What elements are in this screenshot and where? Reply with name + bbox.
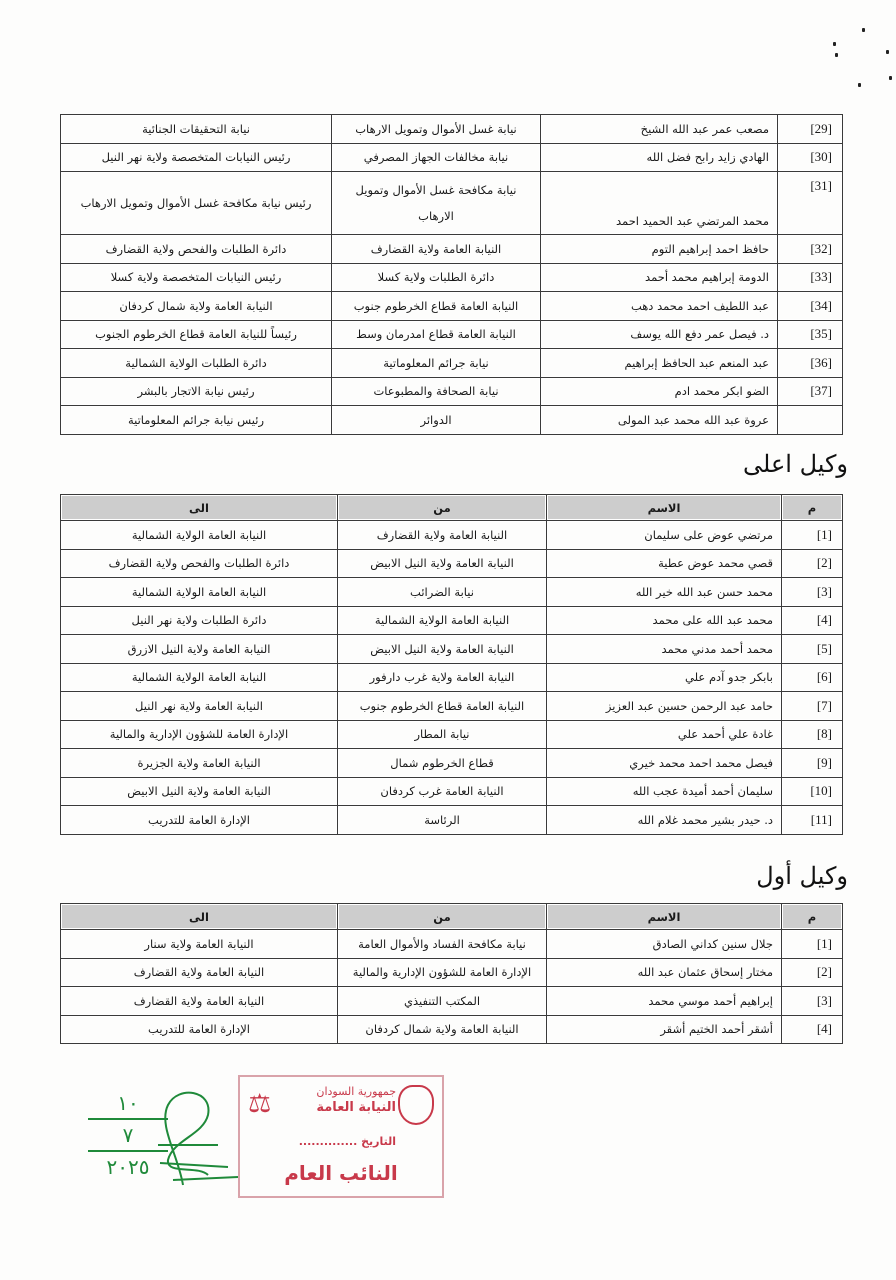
cell-num: [11] (782, 806, 843, 835)
cell-num: [29] (778, 115, 843, 144)
stamp-office: النيابة العامة (316, 1100, 396, 1115)
header-num: م (782, 495, 843, 521)
cell-from: قطاع الخرطوم شمال (338, 749, 547, 778)
table-row (61, 692, 843, 721)
cell-from: نيابة مكافحة غسل الأموال وتمويل الارهاب (332, 172, 541, 235)
cell-from: نيابة الصحافة والمطبوعات (332, 377, 541, 406)
cell-to: النيابة العامة الولاية الشمالية (61, 521, 338, 550)
cell-to: دائرة الطلبات والفحص ولاية القضارف (61, 235, 332, 264)
table-row (61, 377, 843, 406)
table-row (61, 172, 843, 235)
table-row (61, 292, 843, 321)
cell-num: [7] (782, 692, 843, 721)
cell-name: عبد اللطيف احمد محمد دهب (541, 292, 778, 321)
cell-name: د. فيصل عمر دفع الله يوسف (541, 320, 778, 349)
cell-name: غادة علي أحمد علي (547, 720, 782, 749)
cell-name: عبد المنعم عبد الحافظ إبراهيم (541, 349, 778, 378)
cell-name: د. حيدر بشير محمد غلام الله (547, 806, 782, 835)
cell-to: النيابة العامة ولاية سنار (61, 930, 338, 959)
signature (88, 1085, 238, 1200)
cell-name: قصي محمد عوض عطية (547, 549, 782, 578)
table-row (61, 115, 843, 144)
cell-name: مختار إسحاق عثمان عبد الله (547, 958, 782, 987)
cell-to: دائرة الطلبات الولاية الشمالية (61, 349, 332, 378)
cell-from: دائرة الطلبات ولاية كسلا (332, 263, 541, 292)
cell-name: جلال سنين كداني الصادق (547, 930, 782, 959)
table-header-row (61, 904, 843, 930)
cell-from: المكتب التنفيذي (338, 987, 547, 1016)
table-row (61, 235, 843, 264)
cell-name: مصعب عمر عبد الله الشيخ (541, 115, 778, 144)
cell-num: [32] (778, 235, 843, 264)
cell-to: الإدارة العامة للشؤون الإدارية والمالية (61, 720, 338, 749)
section-heading-senior-agent: وكيل اعلى (743, 450, 848, 478)
table-row (61, 263, 843, 292)
cell-num: [9] (782, 749, 843, 778)
table-row (61, 1015, 843, 1044)
sudan-emblem-icon (398, 1085, 434, 1125)
cell-num: [2] (782, 958, 843, 987)
cell-name: محمد حسن عبد الله خير الله (547, 578, 782, 607)
cell-num (778, 406, 843, 435)
cell-num: [2] (782, 549, 843, 578)
cell-to: النيابة العامة ولاية النيل الابيض (61, 777, 338, 806)
cell-num: [30] (778, 143, 843, 172)
cell-num: [3] (782, 987, 843, 1016)
cell-name: محمد المرتضي عبد الحميد احمد (541, 172, 778, 235)
cell-from: النيابة العامة قطاع الخرطوم جنوب (332, 292, 541, 321)
table-row (61, 143, 843, 172)
header-from: من (338, 495, 547, 521)
date-month: ٧ (88, 1120, 168, 1152)
cell-num: [5] (782, 635, 843, 664)
cell-to: النيابة العامة الولاية الشمالية (61, 663, 338, 692)
cell-num: [35] (778, 320, 843, 349)
date-year: ٢٠٢٥ (106, 1155, 150, 1179)
cell-from: نيابة مخالفات الجهاز المصرفي (332, 143, 541, 172)
cell-from: نيابة مكافحة الفساد والأموال العامة (338, 930, 547, 959)
cell-num: [4] (782, 606, 843, 635)
cell-num: [1] (782, 521, 843, 550)
cell-from: النيابة العامة ولاية النيل الابيض (338, 635, 547, 664)
table-row (61, 806, 843, 835)
cell-from: النيابة العامة الولاية الشمالية (338, 606, 547, 635)
cell-num: [4] (782, 1015, 843, 1044)
table-row (61, 930, 843, 959)
cell-to: رئيس النيابات المتخصصة ولاية كسلا (61, 263, 332, 292)
cell-name: فيصل محمد احمد محمد خيري (547, 749, 782, 778)
table-row (61, 720, 843, 749)
cell-from: النيابة العامة ولاية شمال كردفان (338, 1015, 547, 1044)
cell-from: النيابة العامة قطاع امدرمان وسط (332, 320, 541, 349)
first-agent-table (60, 903, 843, 1044)
header-name: الاسم (547, 495, 782, 521)
cell-to: رئيس نيابة الاتجار بالبشر (61, 377, 332, 406)
stamp-title: النائب العام (284, 1161, 398, 1185)
header-name: الاسم (547, 904, 782, 930)
cell-from: الإدارة العامة للشؤون الإدارية والمالية (338, 958, 547, 987)
cell-name: محمد عبد الله على محمد (547, 606, 782, 635)
cell-name: حامد عبد الرحمن حسين عبد العزيز (547, 692, 782, 721)
cell-from: النيابة العامة قطاع الخرطوم جنوب (338, 692, 547, 721)
cell-from: الرئاسة (338, 806, 547, 835)
header-to: الى (61, 495, 338, 521)
cell-name: مرتضي عوض على سليمان (547, 521, 782, 550)
cell-to: النيابة العامة ولاية النيل الازرق (61, 635, 338, 664)
header-num: م (782, 904, 843, 930)
cell-num: [1] (782, 930, 843, 959)
cell-from: نيابة المطار (338, 720, 547, 749)
cell-name: حافظ احمد إبراهيم التوم (541, 235, 778, 264)
table-row (61, 349, 843, 378)
cell-name: سليمان أحمد أميدة عجب الله (547, 777, 782, 806)
table-row (61, 958, 843, 987)
cell-to: دائرة الطلبات ولاية نهر النيل (61, 606, 338, 635)
cell-to: رئيس نيابة مكافحة غسل الأموال وتمويل الارهاب (61, 172, 332, 235)
cell-from: النيابة العامة ولاية القضارف (332, 235, 541, 264)
cell-to: النيابة العامة ولاية القضارف (61, 958, 338, 987)
table-row (61, 320, 843, 349)
transfers-table-continued (60, 114, 843, 435)
cell-to: النيابة العامة الولاية الشمالية (61, 578, 338, 607)
cell-from: نيابة جرائم المعلوماتية (332, 349, 541, 378)
cell-num: [33] (778, 263, 843, 292)
table-row (61, 521, 843, 550)
cell-to: نيابة التحقيقات الجنائية (61, 115, 332, 144)
stamp-country: جمهورية السودان (316, 1085, 396, 1098)
scales-of-justice-icon: ⚖ (248, 1089, 272, 1119)
table-row (61, 987, 843, 1016)
cell-num: [31] (778, 172, 843, 235)
cell-from: النيابة العامة غرب كردفان (338, 777, 547, 806)
table-row (61, 578, 843, 607)
table-row (61, 777, 843, 806)
header-from: من (338, 904, 547, 930)
senior-agent-table (60, 494, 843, 835)
cell-name: الدومة إبراهيم محمد أحمد (541, 263, 778, 292)
cell-from: النيابة العامة ولاية النيل الابيض (338, 549, 547, 578)
cell-from: النيابة العامة ولاية غرب دارفور (338, 663, 547, 692)
cell-num: [6] (782, 663, 843, 692)
cell-to: النيابة العامة ولاية الجزيرة (61, 749, 338, 778)
cell-num: [34] (778, 292, 843, 321)
cell-to: رئيس نيابة جرائم المعلوماتية (61, 406, 332, 435)
cell-from: نيابة غسل الأموال وتمويل الارهاب (332, 115, 541, 144)
cell-to: النيابة العامة ولاية نهر النيل (61, 692, 338, 721)
table-row (61, 549, 843, 578)
table-row (61, 749, 843, 778)
cell-to: الإدارة العامة للتدريب (61, 1015, 338, 1044)
cell-to: النيابة العامة ولاية شمال كردفان (61, 292, 332, 321)
cell-name: بابكر جدو آدم علي (547, 663, 782, 692)
table-row (61, 635, 843, 664)
cell-num: [8] (782, 720, 843, 749)
section-heading-first-agent: وكيل أول (756, 862, 848, 890)
cell-name: أشقر أحمد الختيم أشقر (547, 1015, 782, 1044)
cell-num: [37] (778, 377, 843, 406)
stamp-date-label: التاريخ .............. (298, 1135, 396, 1148)
cell-to: رئيساً للنيابة العامة قطاع الخرطوم الجنوب (61, 320, 332, 349)
cell-to: الإدارة العامة للتدريب (61, 806, 338, 835)
cell-name: الهادي زايد رابح فضل الله (541, 143, 778, 172)
official-stamp (238, 1075, 444, 1198)
cell-to: دائرة الطلبات والفحص ولاية القضارف (61, 549, 338, 578)
table-header-row (61, 495, 843, 521)
cell-num: [36] (778, 349, 843, 378)
cell-from: الدوائر (332, 406, 541, 435)
cell-name: عروة عبد الله محمد عبد المولى (541, 406, 778, 435)
cell-name: الضو ابكر محمد ادم (541, 377, 778, 406)
cell-from: نيابة الضرائب (338, 578, 547, 607)
scan-marks (800, 25, 890, 105)
cell-to: النيابة العامة ولاية القضارف (61, 987, 338, 1016)
table-row (61, 663, 843, 692)
cell-num: [3] (782, 578, 843, 607)
cell-num: [10] (782, 777, 843, 806)
cell-name: إبراهيم أحمد موسي محمد (547, 987, 782, 1016)
table-row (61, 406, 843, 435)
date-day: ١٠ (88, 1088, 168, 1120)
cell-from: النيابة العامة ولاية القضارف (338, 521, 547, 550)
cell-to: رئيس النيابات المتخصصة ولاية نهر النيل (61, 143, 332, 172)
cell-name: محمد أحمد مدني محمد (547, 635, 782, 664)
table-row (61, 606, 843, 635)
header-to: الى (61, 904, 338, 930)
